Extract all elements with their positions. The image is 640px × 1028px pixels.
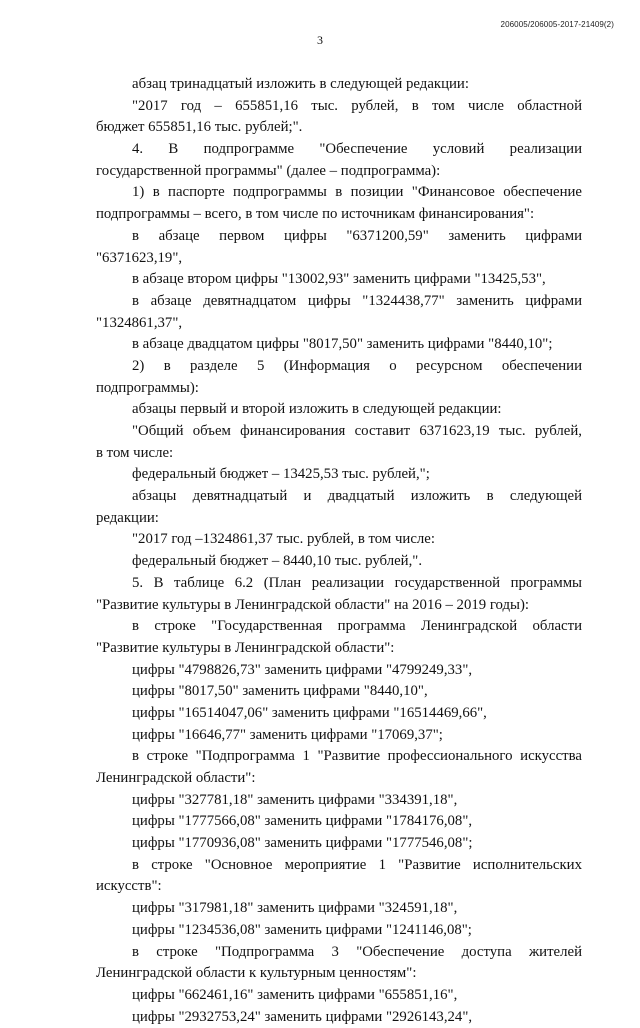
text-line: федеральный бюджет – 8440,10 тыс. рублей,". [132, 553, 423, 570]
text-line: "2017 год –1324861,37 тыс. рублей, в том числе: [132, 531, 435, 548]
document-body [96, 74, 582, 1028]
text-line: абзацы девятнадцатый и двадцатый изложить в следующей [132, 488, 582, 505]
text-line: цифры "1777566,08" заменить цифрами "1784176,08", [132, 813, 473, 830]
text-line: государственной программы" (далее – подпрограмма): [96, 162, 441, 179]
page-number: 3 [317, 33, 323, 47]
text-line: редакции: [96, 509, 159, 526]
text-line: цифры "2932753,24" заменить цифрами "2926143,24", [132, 1008, 473, 1025]
text-line: "2017 год – 655851,16 тыс. рублей, в том числе областной [132, 97, 582, 114]
text-line: Ленинградской области к культурным ценностям": [96, 965, 417, 982]
text-line: искусств": [96, 878, 162, 895]
text-line: Ленинградской области": [96, 770, 256, 786]
text-line: абзац тринадцатый изложить в следующей редакции: [132, 76, 469, 92]
text-line: 4. В подпрограмме "Обеспечение условий реализации [132, 141, 582, 158]
text-line: цифры "662461,16" заменить цифрами "655851,16", [132, 986, 458, 1003]
text-line: в строке "Подпрограмма 3 "Обеспечение доступа жителей [132, 943, 582, 960]
text-line: 5. В таблице 6.2 (План реализации государственной программы [132, 574, 582, 591]
text-line: "Общий объем финансирования составит 6371623,19 тыс. рублей, [132, 423, 582, 439]
text-line: в том числе: [96, 444, 174, 461]
text-line: цифры "317981,18" заменить цифрами "324591,18", [132, 900, 458, 917]
text-line: в абзаце втором цифры "13002,93" заменить цифрами "13425,53", [132, 271, 546, 288]
text-line: в абзаце первом цифры "6371200,59" заменить цифрами [132, 227, 582, 244]
text-line: в абзаце двадцатом цифры "8017,50" заменить цифрами "8440,10"; [132, 336, 553, 353]
text-line: "Развитие культуры в Ленинградской области" на 2016 – 2019 годы): [96, 596, 530, 613]
text-line: 1) в паспорте подпрограммы в позиции "Финансовое обеспечение [132, 184, 582, 201]
text-line: цифры "1770936,08" заменить цифрами "1777546,08"; [132, 835, 473, 852]
text-line: цифры "8017,50" заменить цифрами "8440,10", [132, 683, 428, 700]
text-line: цифры "1234536,08" заменить цифрами "1241146,08"; [132, 921, 472, 938]
text-line: в строке "Основное мероприятие 1 "Развитие исполнительских [132, 856, 582, 873]
text-line: "1324861,37", [96, 314, 183, 331]
text-line: "6371623,19", [96, 249, 183, 266]
text-line: подпрограммы): [96, 379, 199, 396]
text-line: 2) в разделе 5 (Информация о ресурсном обеспечении [132, 357, 582, 374]
text-line: в строке "Государственная программа Ленинградской области [132, 618, 582, 635]
text-line: цифры "327781,18" заменить цифрами "334391,18", [132, 791, 458, 808]
text-line: цифры "4798826,73" заменить цифрами "4799249,33", [132, 661, 473, 678]
text-line: в абзаце девятнадцатом цифры "1324438,77" заменить цифрами [132, 292, 582, 309]
text-line: бюджет 655851,16 тыс. рублей;". [96, 119, 303, 136]
text-line: цифры "16646,77" заменить цифрами "17069,37"; [132, 726, 443, 743]
text-line: подпрограммы – всего, в том числе по источникам финансирования": [96, 206, 535, 223]
text-line: "Развитие культуры в Ленинградской области": [96, 639, 395, 656]
text-line: цифры "16514047,06" заменить цифрами "16514469,66", [132, 704, 487, 721]
text-line: в строке "Подпрограмма 1 "Развитие профессионального искусства [132, 748, 582, 765]
document-id: 206005/206005-2017-21409(2) [500, 20, 614, 29]
text-line: абзацы первый и второй изложить в следующей редакции: [132, 401, 502, 418]
text-line: федеральный бюджет – 13425,53 тыс. рублей,"; [132, 466, 430, 483]
